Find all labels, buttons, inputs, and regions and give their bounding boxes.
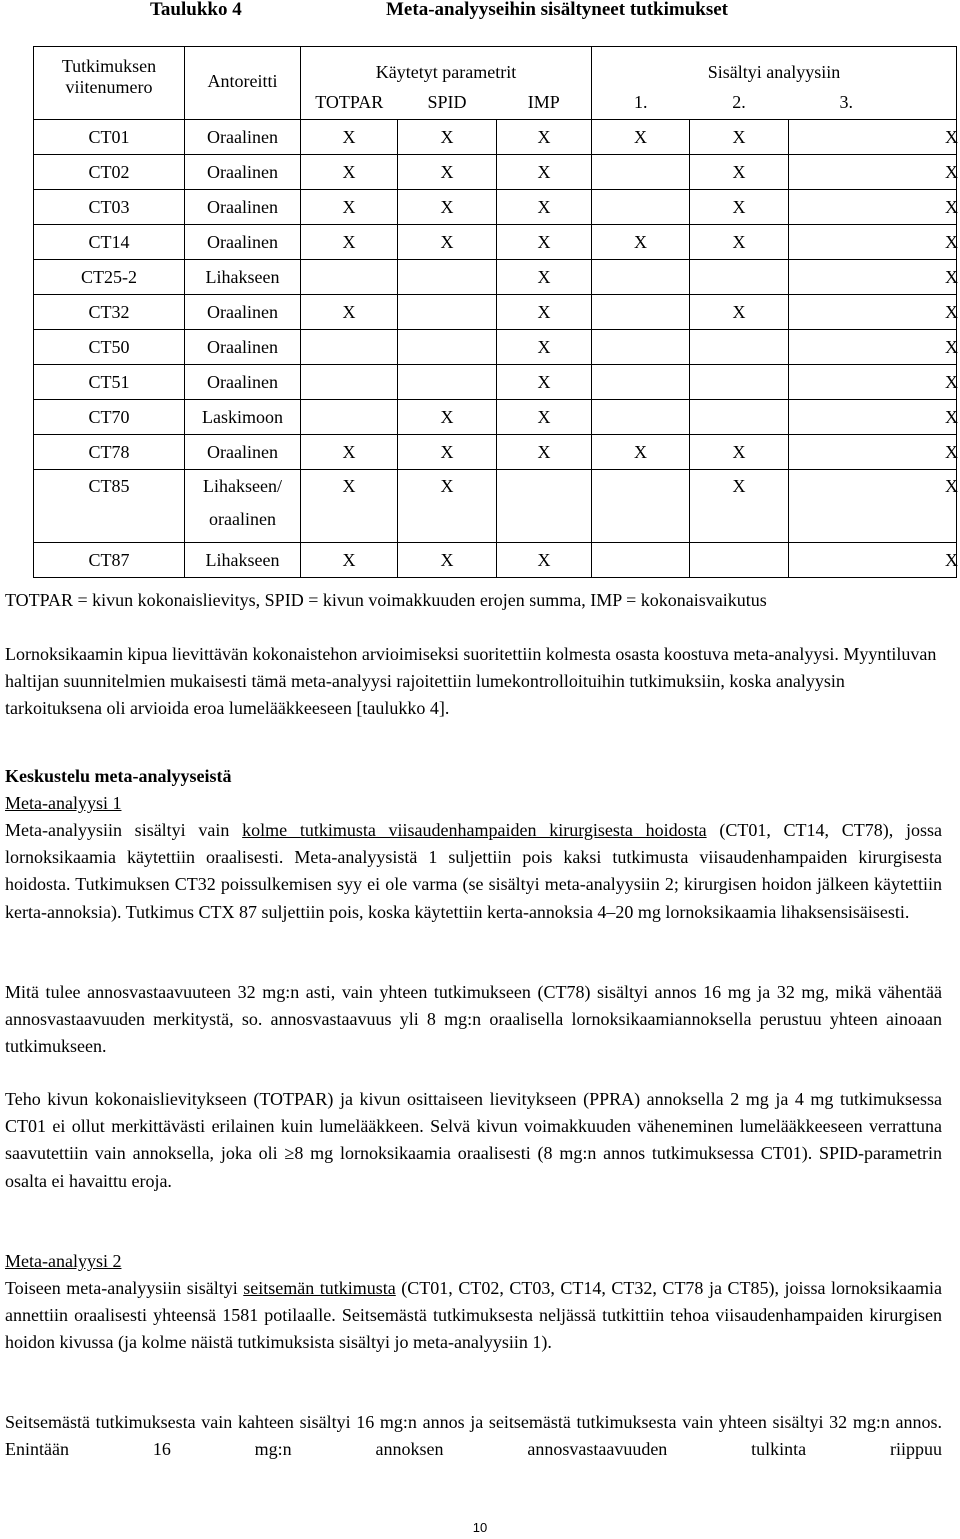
- cell-analysis-1: [592, 543, 690, 578]
- table-row: [34, 400, 957, 435]
- abbreviations-note: TOTPAR = kivun kokonaislievitys, SPID = kivun voimakkuuden erojen summa, IMP = kokonaisvaikutus: [5, 590, 767, 610]
- header-study-id: Tutkimuksen viitenumero: [34, 47, 185, 120]
- study-id: CT78: [34, 435, 185, 470]
- cell-analysis-3: X: [789, 543, 957, 578]
- meta2-p1-end: (CT01, CT02, CT03, CT14, CT32, CT78 ja CT85), joissa lornoksikaamia annettiin oraalisesti yhteensä 1581 potilaalle. Seitsemästä tutkimuksesta neljässä tutkittiin tehoa viisaudenhampaiden kirurgisen hoidon kivussa (ja kolme näistä tutkimuksista sisältyi jo meta-analyysiin 1).: [5, 1278, 942, 1353]
- cell-spid: X: [398, 190, 497, 225]
- route: [185, 470, 301, 543]
- table-row: [34, 155, 957, 190]
- table-row: [34, 260, 957, 295]
- table-row: [34, 330, 957, 365]
- table-row: [34, 295, 957, 330]
- page-number: 10: [472, 1520, 488, 1535]
- meta2-paragraph-1: [5, 1275, 942, 1357]
- cell-analysis-3: X: [789, 435, 957, 470]
- table-row: [34, 225, 957, 260]
- cell-analysis-2: [690, 400, 789, 435]
- route: Oraalinen: [185, 435, 301, 470]
- cell-totpar: X: [301, 543, 398, 578]
- route: Laskimoon: [185, 400, 301, 435]
- cell-analysis-1: [592, 260, 690, 295]
- cell-spid: X: [398, 543, 497, 578]
- cell-imp: X: [497, 543, 592, 578]
- study-id: CT70: [34, 400, 185, 435]
- table-caption: [0, 0, 960, 24]
- cell-analysis-2: X: [690, 190, 789, 225]
- cell-imp: X: [497, 365, 592, 400]
- meta2-heading: Meta-analyysi 2: [5, 1251, 122, 1271]
- cell-imp: X: [497, 435, 592, 470]
- header-param-imp: IMP: [527, 91, 560, 112]
- table-label: Taulukko 4: [150, 0, 242, 20]
- cell-spid: X: [398, 470, 497, 543]
- cell-totpar: [301, 365, 398, 400]
- study-id: CT25-2: [34, 260, 185, 295]
- cell-analysis-2: [690, 543, 789, 578]
- cell-imp: X: [497, 190, 592, 225]
- cell-analysis-1: [592, 400, 690, 435]
- cell-totpar: [301, 400, 398, 435]
- cell-analysis-2: X: [690, 120, 789, 155]
- cell-analysis-3: X: [789, 470, 957, 543]
- cell-analysis-1: [592, 155, 690, 190]
- cell-imp: X: [497, 295, 592, 330]
- study-id: CT03: [34, 190, 185, 225]
- cell-analysis-2: [690, 260, 789, 295]
- route: Oraalinen: [185, 295, 301, 330]
- cell-analysis-1: [592, 470, 690, 543]
- study-id: CT14: [34, 225, 185, 260]
- cell-imp: X: [497, 155, 592, 190]
- cell-analysis-3: X: [789, 190, 957, 225]
- cell-imp: X: [497, 260, 592, 295]
- cell-spid: X: [398, 120, 497, 155]
- meta1-p1-start: Meta-analyysiin sisältyi vain: [5, 820, 243, 840]
- cell-analysis-3: X: [789, 295, 957, 330]
- header-included-group: Sisältyi analyysiin: [592, 47, 957, 86]
- studies-table: [33, 46, 957, 578]
- cell-analysis-2: X: [690, 435, 789, 470]
- cell-analysis-2: X: [690, 225, 789, 260]
- cell-analysis-3: X: [789, 225, 957, 260]
- cell-analysis-2: [690, 330, 789, 365]
- meta1-p1-underlined: kolme tutkimusta viisaudenhampaiden kirurgisesta hoidosta: [242, 820, 707, 840]
- cell-spid: X: [398, 155, 497, 190]
- study-id: CT50: [34, 330, 185, 365]
- header-route: Antoreitti: [185, 47, 301, 120]
- cell-analysis-2: X: [690, 155, 789, 190]
- cell-totpar: [301, 260, 398, 295]
- cell-imp: X: [497, 330, 592, 365]
- header-params-group: Käytetyt parametrit: [301, 47, 592, 86]
- cell-spid: [398, 295, 497, 330]
- cell-analysis-2: X: [690, 470, 789, 543]
- table-title: Meta-analyyseihin sisältyneet tutkimukset: [386, 0, 728, 20]
- cell-analysis-1: X: [592, 435, 690, 470]
- header-param-totpar: TOTPAR: [301, 85, 398, 120]
- study-id: CT87: [34, 543, 185, 578]
- cell-spid: [398, 365, 497, 400]
- meta2-p1-start: Toiseen meta-analyysiin sisältyi: [5, 1278, 244, 1298]
- meta1-paragraph-2: Mitä tulee annosvastaavuuteen 32 mg:n asti, vain yhteen tutkimukseen (CT78) sisältyi annos 16 mg ja 32 mg, mikä vähentää annosvastaavuuden merkitystä, so. annosvastaavuus yli 8 mg:n oraalisella lornoksikaamiannoksella perustuu yhteen ainoaan tutkimukseen.: [5, 982, 942, 1057]
- cell-analysis-1: [592, 330, 690, 365]
- cell-analysis-3: X: [789, 400, 957, 435]
- cell-spid: X: [398, 225, 497, 260]
- cell-analysis-3: X: [789, 120, 957, 155]
- study-id: CT01: [34, 120, 185, 155]
- meta1-p1-end: (CT01, CT14, CT78), jossa lornoksikaamia käytettiin oraalisesti. Meta-analyysistä 1 suljettiin pois kaksi tutkimusta viisaudenhampaiden kirurgisesta hoidosta. Tutkimuksen CT32 poissulkemisen syy ei ole varma (se sisältyi meta-analyysiin 2; kirurgisen hoidon jälkeen käytettiin kerta-annoksia). Tutkimus CTX 87 suljettiin pois, koska käytettiin kerta-annoksia 4–20 mg lornoksikaamia lihaksensisäisesti.: [5, 820, 942, 922]
- intro-paragraph: Lornoksikaamin kipua lievittävän kokonaistehon arvioimiseksi suoritettiin kolmesta osasta koostuva meta-analyysi. Myyntiluvan haltijan suunnitelmien mukaisesti tämä meta-analyysi rajoitettiin lumekontrolloituihin tutkimuksiin, koska analyysin tarkoituksena oli arvioida eroa lumelääkkeeseen [taulukko 4].: [5, 644, 937, 719]
- cell-analysis-2: [690, 365, 789, 400]
- cell-imp: [497, 470, 592, 543]
- cell-analysis-3: X: [789, 330, 957, 365]
- route: Oraalinen: [185, 225, 301, 260]
- cell-analysis-1: [592, 295, 690, 330]
- study-id: CT51: [34, 365, 185, 400]
- route: Oraalinen: [185, 330, 301, 365]
- cell-imp: X: [497, 120, 592, 155]
- cell-analysis-2: X: [690, 295, 789, 330]
- study-id: CT32: [34, 295, 185, 330]
- cell-totpar: X: [301, 435, 398, 470]
- meta1-paragraph-3: Teho kivun kokonaislievitykseen (TOTPAR) ja kivun osittaiseen lievitykseen (PPRA) annoksella 2 mg ja 4 mg tutkimuksessa CT01 ei ollut merkittävästi erilainen kuin lumelääkkeen. Selvä kivun voimakkuuden väheneminen lumelääkkeeseen verrattuna saavutettiin vain annoksella, joka oli ≥8 mg lornoksikaamia oraalisesti (8 mg:n annos tutkimuksessa CT01). SPID-parametrin osalta ei havaittu eroja.: [5, 1089, 942, 1191]
- header-param-spid: SPID: [427, 91, 467, 112]
- route-line-1: Lihakseen/: [203, 476, 282, 496]
- meta1-paragraph-1: [5, 817, 942, 926]
- route: Lihakseen: [185, 543, 301, 578]
- route: Lihakseen: [185, 260, 301, 295]
- cell-spid: [398, 260, 497, 295]
- cell-totpar: X: [301, 155, 398, 190]
- study-id: CT02: [34, 155, 185, 190]
- cell-analysis-3: X: [789, 260, 957, 295]
- cell-analysis-1: X: [592, 120, 690, 155]
- route: Oraalinen: [185, 365, 301, 400]
- cell-imp: X: [497, 400, 592, 435]
- meta2-p1-underlined: seitsemän tutkimusta: [243, 1278, 396, 1298]
- study-id: CT85: [34, 470, 185, 543]
- meta2-paragraph-2: Seitsemästä tutkimuksesta vain kahteen sisältyi 16 mg:n annos ja seitsemästä tutkimuksesta vain yhteen sisältyi 32 mg:n annos. Enintään 16 mg:n annoksen annosvastaavuuden tulkinta riippuu: [5, 1412, 942, 1460]
- route-line-2: oraalinen: [209, 509, 276, 529]
- cell-analysis-1: [592, 365, 690, 400]
- cell-spid: X: [398, 435, 497, 470]
- cell-totpar: X: [301, 190, 398, 225]
- cell-imp: X: [497, 225, 592, 260]
- header-analysis-1: 1.: [592, 85, 690, 120]
- cell-totpar: X: [301, 470, 398, 543]
- cell-totpar: X: [301, 120, 398, 155]
- cell-analysis-3: X: [789, 155, 957, 190]
- cell-analysis-3: X: [789, 365, 957, 400]
- discussion-heading: Keskustelu meta-analyyseistä: [5, 766, 232, 786]
- cell-spid: X: [398, 400, 497, 435]
- header-analysis-2: 2.: [732, 91, 746, 112]
- header-analysis-3: 3.: [789, 85, 957, 120]
- cell-spid: [398, 330, 497, 365]
- meta1-heading: Meta-analyysi 1: [5, 793, 122, 813]
- route: Oraalinen: [185, 155, 301, 190]
- route: Oraalinen: [185, 190, 301, 225]
- route: Oraalinen: [185, 120, 301, 155]
- cell-analysis-1: [592, 190, 690, 225]
- table-row: [34, 435, 957, 470]
- table-row: [34, 470, 957, 543]
- cell-totpar: [301, 330, 398, 365]
- cell-analysis-1: X: [592, 225, 690, 260]
- table-row: [34, 190, 957, 225]
- cell-totpar: X: [301, 295, 398, 330]
- table-row: [34, 120, 957, 155]
- cell-totpar: X: [301, 225, 398, 260]
- table-row: [34, 543, 957, 578]
- table-row: [34, 365, 957, 400]
